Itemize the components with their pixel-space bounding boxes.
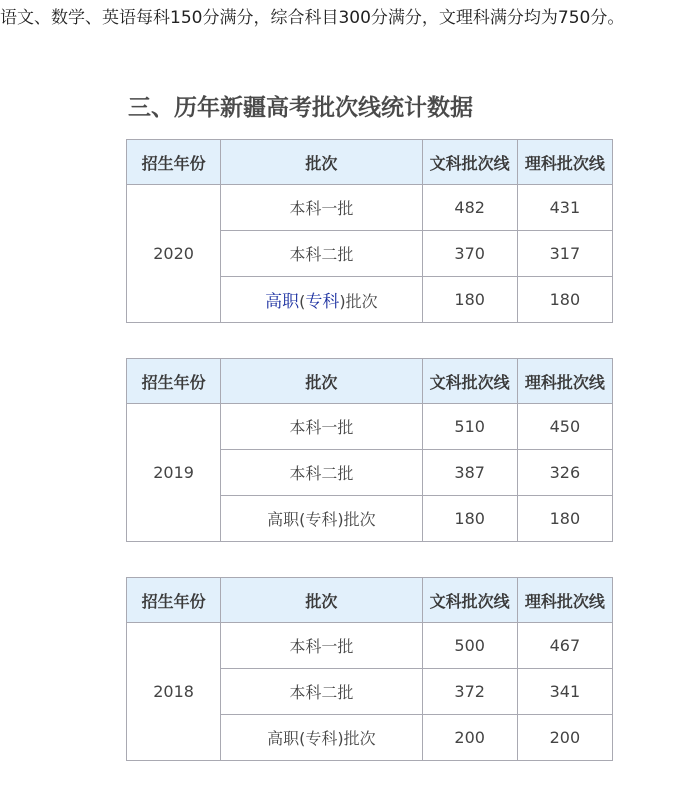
batch-suffix: )批次: [339, 292, 378, 311]
header-science: 理科批次线: [517, 578, 612, 623]
header-arts: 文科批次线: [422, 359, 517, 404]
section-title: 三、历年新疆高考批次线统计数据: [128, 95, 473, 121]
intro-paragraph: 语文、数学、英语每科150分满分，综合科目300分满分，文理科满分均为750分。: [0, 8, 625, 28]
arts-score-cell: 387: [422, 450, 517, 496]
score-table-2019: [126, 358, 613, 542]
batch-link-gaozhi[interactable]: 高职: [265, 292, 300, 312]
arts-score-cell: 482: [422, 185, 517, 231]
science-score-cell: 326: [517, 450, 612, 496]
year-cell: 2019: [127, 404, 221, 542]
arts-score-cell: 200: [422, 715, 517, 761]
batch-cell: 本科二批: [221, 669, 422, 715]
arts-score-cell: 510: [422, 404, 517, 450]
science-score-cell: 450: [517, 404, 612, 450]
science-score-cell: 180: [517, 277, 612, 323]
header-year: 招生年份: [127, 359, 221, 404]
header-science: 理科批次线: [517, 359, 612, 404]
table-header-row: [127, 359, 613, 404]
science-score-cell: 200: [517, 715, 612, 761]
header-batch: 批次: [221, 578, 422, 623]
arts-score-cell: 180: [422, 496, 517, 542]
batch-cell: 本科二批: [221, 231, 422, 277]
table-row: [127, 185, 613, 231]
batch-link-zhuanke[interactable]: 专科: [305, 292, 340, 312]
table-row: [127, 404, 613, 450]
year-cell: 2018: [127, 623, 221, 761]
batch-cell: 高职(专科)批次: [221, 715, 422, 761]
science-score-cell: 467: [517, 623, 612, 669]
arts-score-cell: 180: [422, 277, 517, 323]
table-header-row: [127, 578, 613, 623]
arts-score-cell: 500: [422, 623, 517, 669]
batch-cell: [221, 277, 422, 323]
header-batch: 批次: [221, 140, 422, 185]
year-cell: 2020: [127, 185, 221, 323]
batch-paren-open: (: [299, 292, 306, 311]
header-batch: 批次: [221, 359, 422, 404]
arts-score-cell: 370: [422, 231, 517, 277]
arts-score-cell: 372: [422, 669, 517, 715]
batch-cell: 本科一批: [221, 404, 422, 450]
science-score-cell: 341: [517, 669, 612, 715]
score-table-2018: [126, 577, 613, 761]
header-arts: 文科批次线: [422, 140, 517, 185]
batch-cell: 高职(专科)批次: [221, 496, 422, 542]
batch-cell: 本科二批: [221, 450, 422, 496]
table-header-row: [127, 140, 613, 185]
header-arts: 文科批次线: [422, 578, 517, 623]
table-row: [127, 623, 613, 669]
batch-cell: 本科一批: [221, 623, 422, 669]
batch-cell: 本科一批: [221, 185, 422, 231]
header-year: 招生年份: [127, 140, 221, 185]
score-table-2020: [126, 139, 613, 323]
header-science: 理科批次线: [517, 140, 612, 185]
science-score-cell: 317: [517, 231, 612, 277]
header-year: 招生年份: [127, 578, 221, 623]
science-score-cell: 431: [517, 185, 612, 231]
science-score-cell: 180: [517, 496, 612, 542]
